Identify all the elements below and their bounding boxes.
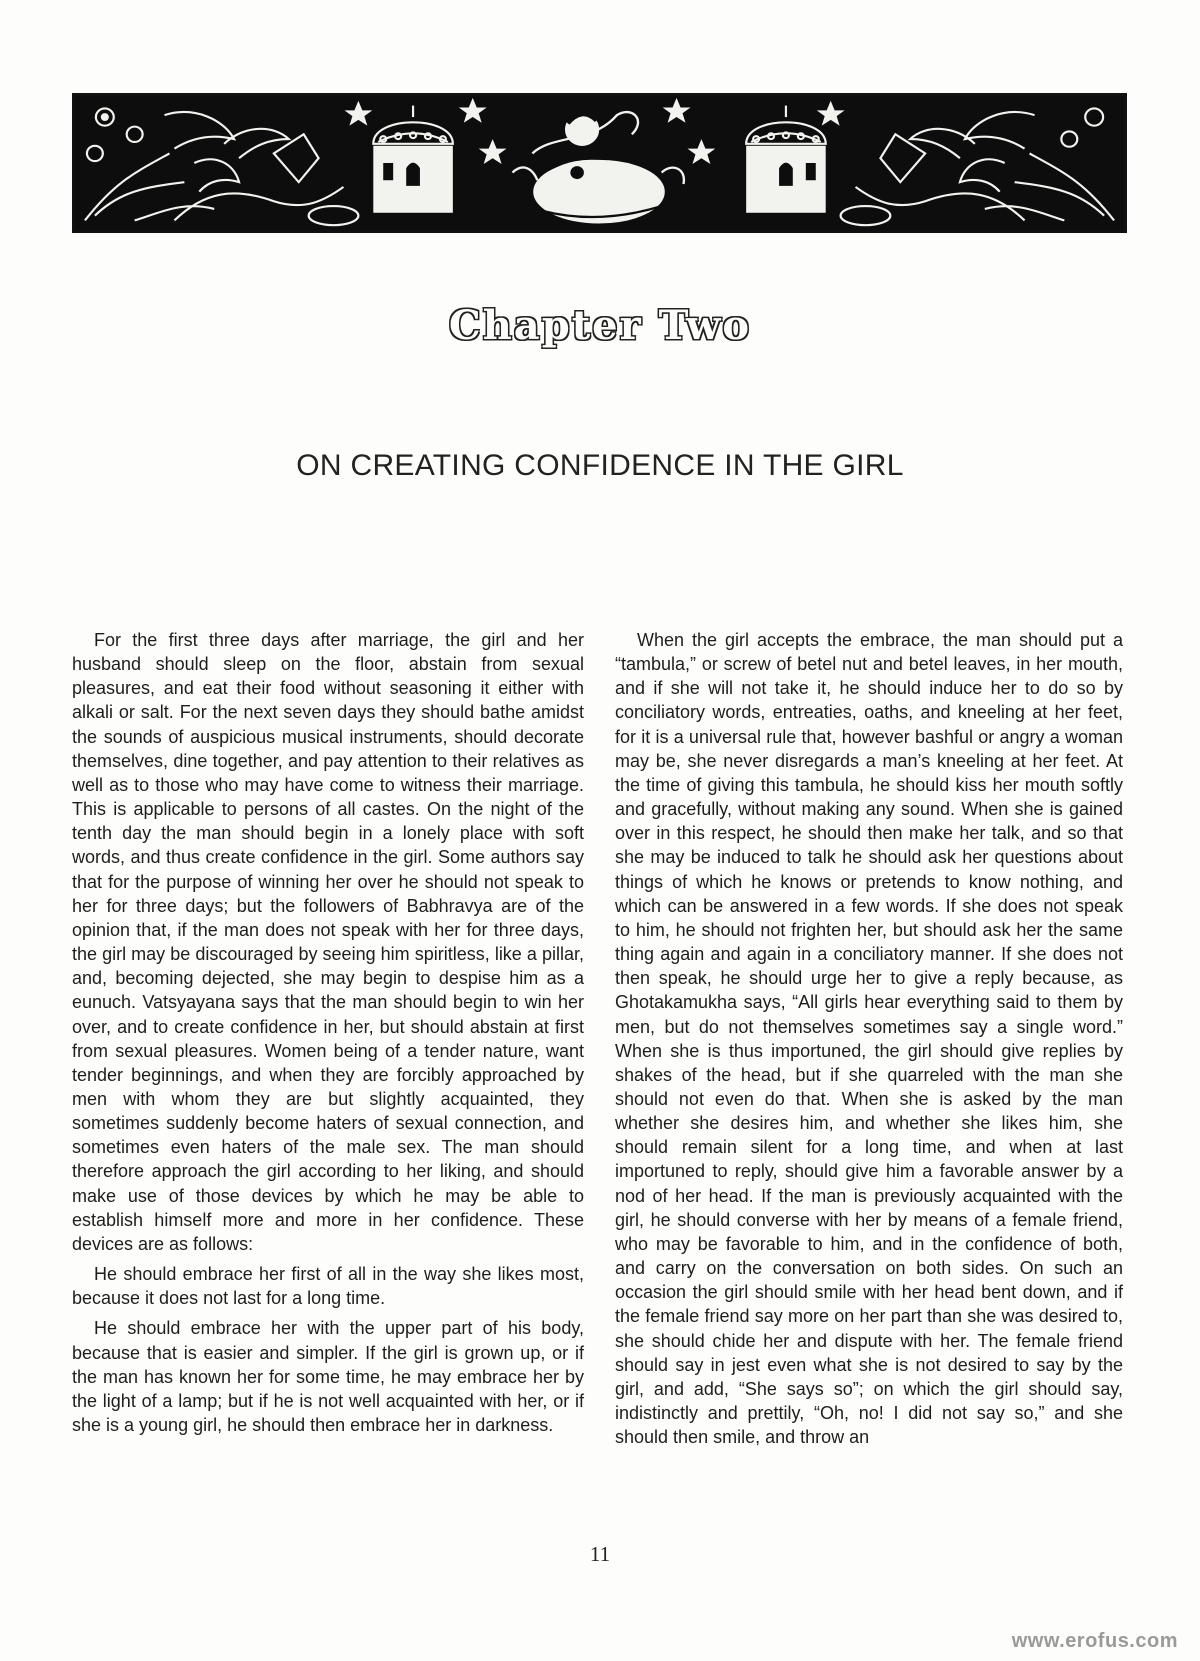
paragraph: He should embrace her with the upper part of his body, because that is easier and simpler. If the girl is grown up, or if the man has known her for some time, he may embrace her by the light of a lamp; but if he is not well acquainted with her, or if she is a young girl, he should then embrace her in darkness. — [72, 1318, 584, 1435]
ornamental-header-banner — [72, 93, 1127, 233]
paragraph: When the girl accepts the embrace, the man should put a “tambula,” or screw of betel nut and betel leaves, in her mouth, and if she will not take it, he should induce her to do so by conciliatory words, entreaties, oaths, and kneeling at her feet, for it is a universal rule that, however bashful or angry a woman may be, she never disregards a man’s kneeling at her feet. At the time of giving this tambula, he should kiss her mouth softly and gracefully, without making any sound. When she is gained over in this respect, he should then make her talk, and so that she may be induced to talk he should ask her questions about things of which he knows or pretends to know nothing, and which can be answered in a few words. If she does not speak to him, he should not frighten her, but should ask her the same thing again and again in a conciliatory manner. If she does not then speak, he should urge her to give a reply because, as Ghotakamukha says, “All girls hear everything said to them by men, but do not themselves sometimes say a single word.” When she is thus importuned, the girl should give replies by shakes of the head, but if she quarreled with the man she should not even do that. When she is asked by the man whether she desires him, and whether she likes him, she should remain silent for a long time, and when at last importuned to reply, should give him a favorable answer by a nod of her head. If the man is previously acquainted with the girl, he should converse with her by means of a female friend, who may be favorable to him, and in the confidence of both, and carry on the conversation on both sides. On such an occasion the girl should smile with her head bent down, and if the female friend say more on her part than she was desired to, she should chide her and dispute with her. The female friend should say in jest even what she is not desired to say by the girl, and add, “She says so”; on which the girl should say, indistinctly and prettily, “Oh, no! I did not say so,” and she should then smile, and throw an — [615, 630, 1123, 1448]
right-text-column — [615, 628, 1123, 1449]
watermark: www.erofus.com — [1011, 1630, 1178, 1652]
paragraph: He should embrace her first of all in the way she likes most, because it does not last for a long time. — [72, 1264, 584, 1309]
paragraph: For the first three days after marriage, the girl and her husband should sleep on the floor, abstain from sexual pleasures, and eat their food without seasoning it either with alkali or salt. For the next seven days they should bathe amidst the sounds of auspicious musical instruments, should decorate themselves, dine together, and pay attention to their relatives as well as to those who may have come to witness their marriage. This is applicable to persons of all castes. On the night of the tenth day the man should begin in a lonely place with soft words, and thus create confidence in the girl. Some authors say that for the purpose of winning her over he should not speak to her for three days; but the followers of Babhravya are of the opinion that, if the man does not speak with her for three days, the girl may be discouraged by seeing him spiritless, like a pillar, and, becoming dejected, she may begin to despise him as a eunuch. Vatsyayana says that the man should begin to win her over, and to create confidence in her, but should abstain at first from sexual pleasures. Women being of a tender nature, want tender beginnings, and when they are forcibly approached by men with whom they are but slightly acquainted, they sometimes suddenly become haters of sexual connection, and sometimes even haters of the male sex. The man should therefore approach the girl according to her liking, and should make use of those devices by which he may be able to establish himself more and more in her confidence. These devices are as follows: — [72, 630, 584, 1254]
left-text-column — [72, 628, 584, 1437]
ornamental-header-illustration — [75, 96, 1124, 230]
page-number: 11 — [589, 1542, 611, 1566]
chapter-heading: Chapter Two — [448, 302, 752, 349]
section-title: ON CREATING CONFIDENCE IN THE GIRL — [296, 449, 904, 482]
